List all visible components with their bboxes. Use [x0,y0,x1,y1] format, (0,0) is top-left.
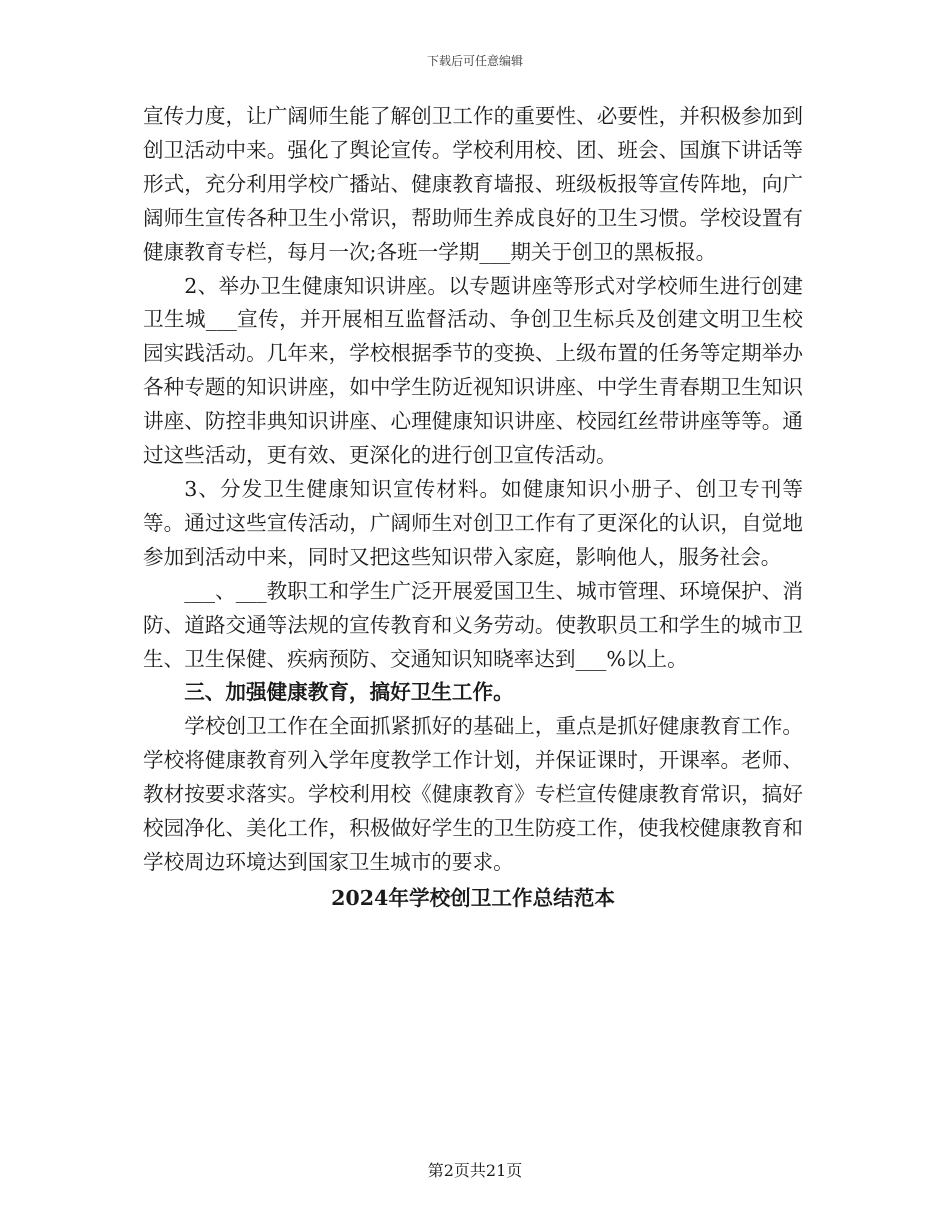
page-number: 第2页共21页 [427,1161,523,1180]
paragraph-campaign: ___、___教职工和学生广泛开展爱国卫生、城市管理、环境保护、消防、道路交通等法规的宣传教育和义务劳动。使教职员工和学生的城市卫生、卫生保健、疾病预防、交通知识知晓率达到___%以上。 [143,578,803,671]
paragraph-propaganda: 宣传力度，让广阔师生能了解创卫工作的重要性、必要性，并积极参加到创卫活动中来。强化了舆论宣传。学校利用校、团、班会、国旗下讲话等形式，充分利用学校广播站、健康教育墙报、班级板报等宣传阵地，向广阔师生宣传各种卫生小常识，帮助师生养成良好的卫生习惯。学校设置有健康教育专栏，每月一次;各班一学期___期关于创卫的黑板报。 [143,104,803,264]
header-note: 下载后可任意编辑 [426,54,523,68]
document-body [143,100,803,916]
document-title: 2024年学校创卫工作总结范本 [331,885,615,910]
paragraph-lectures: 2、举办卫生健康知识讲座。以专题讲座等形式对学校师生进行创建卫生城___宣传，并开展相互监督活动、争创卫生标兵及创建文明卫生校园实践活动。几年来，学校根据季节的变换、上级布置的任务等定期举办各种专题的知识讲座，如中学生防近视知识讲座、中学生青春期卫生知识讲座、防控非典知识讲座、心理健康知识讲座、校园红丝带讲座等等。通过这些活动，更有效、更深化的进行创卫宣传活动。 [143,273,803,468]
paragraph-health-education: 学校创卫工作在全面抓紧抓好的基础上，重点是抓好健康教育工作。学校将健康教育列入学年度教学工作计划，并保证课时，开课率。老师、教材按要求落实。学校利用校《健康教育》专栏宣传健康教育常识，搞好校园净化、美化工作，积极做好学生的卫生防疫工作，使我校健康教育和学校周边环境达到国家卫生城市的要求。 [143,714,803,874]
paragraph-materials: 3、分发卫生健康知识宣传材料。如健康知识小册子、创卫专刊等等。通过这些宣传活动，广阔师生对创卫工作有了更深化的认识，自觉地参加到活动中来，同时又把这些知识带入家庭，影响他人，服务社会。 [143,476,803,569]
section-heading: 三、加强健康教育，搞好卫生工作。 [184,680,514,705]
